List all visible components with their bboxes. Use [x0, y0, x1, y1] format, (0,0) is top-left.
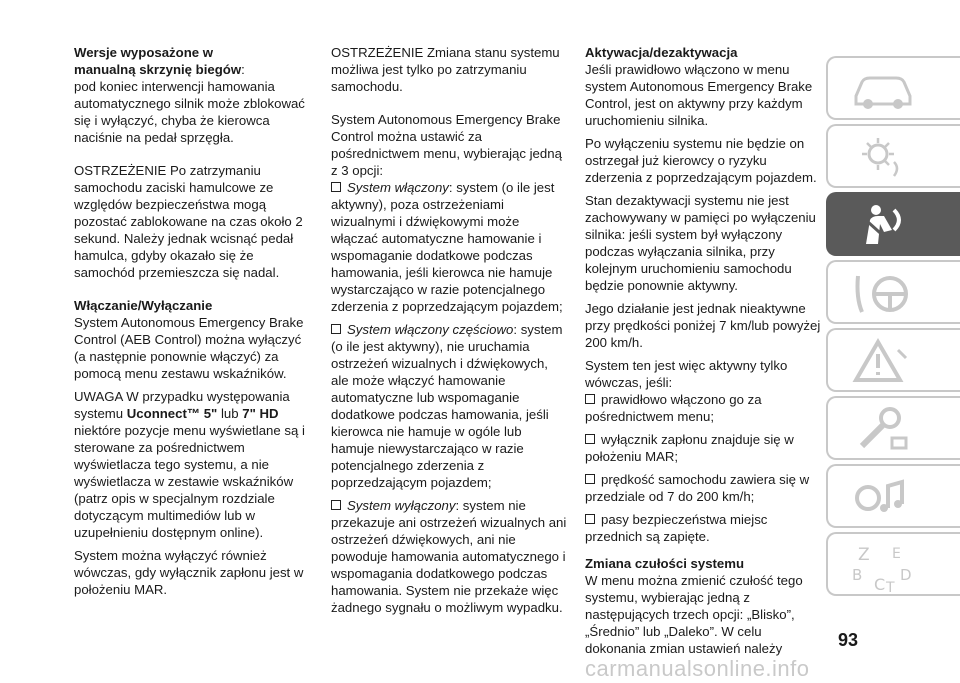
list-item: System wyłączony: system nie przekazuje ani ostrzeżeń wizualnych ani ostrzeżeń dźwiękowych, ani nie powoduje hamowania automatycznego i wspomagania dodatkowego podczas hamowania. System nie przekaże więc żadnego sygnału o możliwym wypadku.	[331, 498, 567, 615]
paragraph: Jego działanie jest jednak nieaktywne przy prędkości poniżej 7 km/lub powyżej 200 km/h.	[585, 301, 821, 350]
paragraph: Po wyłączeniu systemu nie będzie on ostrzegał już kierowcy o ryzyku zderzenia z poprzedzającym pojazdem.	[585, 136, 817, 185]
list-item: prawidłowo włączono go za pośrednictwem menu;	[585, 392, 762, 424]
checkbox-bullet-icon	[331, 324, 341, 334]
list-item: prędkość samochodu zawiera się w przedziale od 7 do 200 km/h;	[585, 472, 810, 504]
checkbox-bullet-icon	[585, 474, 595, 484]
checkbox-bullet-icon	[585, 514, 595, 524]
seatbelt-airbag-icon	[848, 200, 918, 250]
alphabet-index-icon	[848, 540, 918, 596]
warning-triangle-icon	[848, 336, 918, 386]
section-heading-toggle: Włączanie/Wyłączanie	[74, 298, 213, 313]
tab-maintenance[interactable]	[826, 396, 960, 460]
section-heading-manual: Wersje wyposażone w manualną skrzynię biegów:	[74, 45, 245, 77]
checkbox-bullet-icon	[585, 394, 595, 404]
chapter-tabs	[826, 56, 960, 616]
list-item: pasy bezpieczeństwa miejsc przednich są zapięte.	[585, 512, 768, 544]
checkbox-bullet-icon	[331, 500, 341, 510]
paragraph: W menu można zmienić czułość tego systemu, wybierając jedną z następujących trzech opcji: „Blisko”, „Średnio” lub „Daleko”. W celu dokonania zmian ustawień należy	[585, 573, 803, 656]
uconnect-5-label: Uconnect™ 5"	[126, 406, 218, 421]
column-1	[74, 44, 314, 604]
tab-dashboard[interactable]	[826, 124, 960, 188]
index-letter: T	[886, 580, 895, 596]
index-letter: B	[852, 566, 863, 584]
warning-paragraph: OSTRZEŻENIE Zmiana stanu systemu możliwa jest tylko po zatrzymaniu samochodu.	[331, 45, 560, 94]
checkbox-bullet-icon	[585, 434, 595, 444]
uconnect-7hd-label: 7" HD	[242, 406, 279, 421]
section-heading-sensitivity: Zmiana czułości systemu	[585, 556, 745, 571]
warning-paragraph: OSTRZEŻENIE Po zatrzymaniu samochodu zaciski hamulcowe ze względów bezpieczeństwa mogą pozostać zablokowane na czas około 2 sekund. Należy jednak wcisnąć pedał hamulca, gdyby okazało się że samochód przemieszcza się nadal.	[74, 163, 303, 280]
wrench-icon	[848, 404, 918, 454]
paragraph: System można wyłączyć również wówczas, gdy wyłącznik zapłonu jest w położeniu MAR.	[74, 548, 304, 597]
tab-vehicle[interactable]	[826, 56, 960, 120]
media-icon	[848, 472, 918, 522]
index-letter: C	[874, 575, 886, 594]
warning-lights-icon	[848, 132, 918, 182]
index-letter: D	[900, 566, 912, 584]
paragraph: pod koniec interwencji hamowania automatycznego silnik może zblokować się i wyłączyć, chyba że kierowca naciśnie na pedał sprzęgła.	[74, 79, 305, 145]
watermark: carmanualsonline.info	[585, 656, 810, 681]
note-paragraph: UWAGA W przypadku występowania systemu Uconnect™ 5" lub 7" HD niektóre pozycje menu wyświetlane są i sterowane za pośrednictwem wyświetlacza tego systemu, a nie wyświetlacza w zestawie wskaźników (patrz opis w specjalnym rozdziale dotyczącym multimediów lub w uzupełnieniu dostępnym online).	[74, 389, 305, 540]
tab-index[interactable]	[826, 532, 960, 596]
list-item: System włączony: system (o ile jest aktywny), poza ostrzeżeniami wizualnymi i dźwiękowymi może włączać automatyczne hamowanie i wspomaganie dodatkowe podczas hamowania, jeśli kierowca nie hamuje wystarczająco w razie potencjalnego zderzenia z poprzedzającym pojazdem;	[331, 180, 563, 314]
column-3	[585, 44, 823, 663]
column-2	[331, 44, 567, 622]
tab-multimedia[interactable]	[826, 464, 960, 528]
paragraph: System Autonomous Emergency Brake Control można ustawić za pośrednictwem menu, wybierając jedną z 3 opcji:	[331, 112, 562, 178]
paragraph: System ten jest więc aktywny tylko wówczas, jeśli:	[585, 358, 788, 390]
list-item: System włączony częściowo: system (o ile jest aktywny), nie uruchamia ostrzeżeń wizualnych i dźwiękowych, ale może włączyć hamowanie automatyczne lub wspomaganie dodatkowe podczas hamowania, jeśli kierowca nie hamuje w ogóle lub hamuje niewystarczająco w razie potencjalnego zderzenia z poprzedzającym pojazdem;	[331, 322, 563, 490]
steering-wheel-icon	[848, 268, 918, 318]
index-letter: E	[892, 546, 901, 562]
paragraph: Stan dezaktywacji systemu nie jest zachowywany w pamięci po wyłączeniu silnika: jeśli system był wyłączony podczas wyłączania silnika, przy kolejnym uruchomieniu samochodu będzie ponownie aktywny.	[585, 193, 816, 293]
page-number: 93	[838, 630, 859, 650]
car-icon	[848, 64, 918, 114]
tab-safety[interactable]	[826, 192, 960, 256]
paragraph: System Autonomous Emergency Brake Control (AEB Control) można wyłączyć (a następnie ponownie włączyć) za pomocą menu zestawu wskaźników.	[74, 315, 304, 381]
checkbox-bullet-icon	[331, 182, 341, 192]
tab-starting-driving[interactable]	[826, 260, 960, 324]
paragraph: Jeśli prawidłowo włączono w menu system Autonomous Emergency Brake Control, jest on aktywny przy każdym uruchomieniu silnika.	[585, 62, 813, 128]
index-letter: Z	[858, 545, 870, 565]
tab-emergency[interactable]	[826, 328, 960, 392]
list-item: wyłącznik zapłonu znajduje się w położeniu MAR;	[585, 432, 794, 464]
section-heading-activation: Aktywacja/dezaktywacja	[585, 45, 738, 60]
